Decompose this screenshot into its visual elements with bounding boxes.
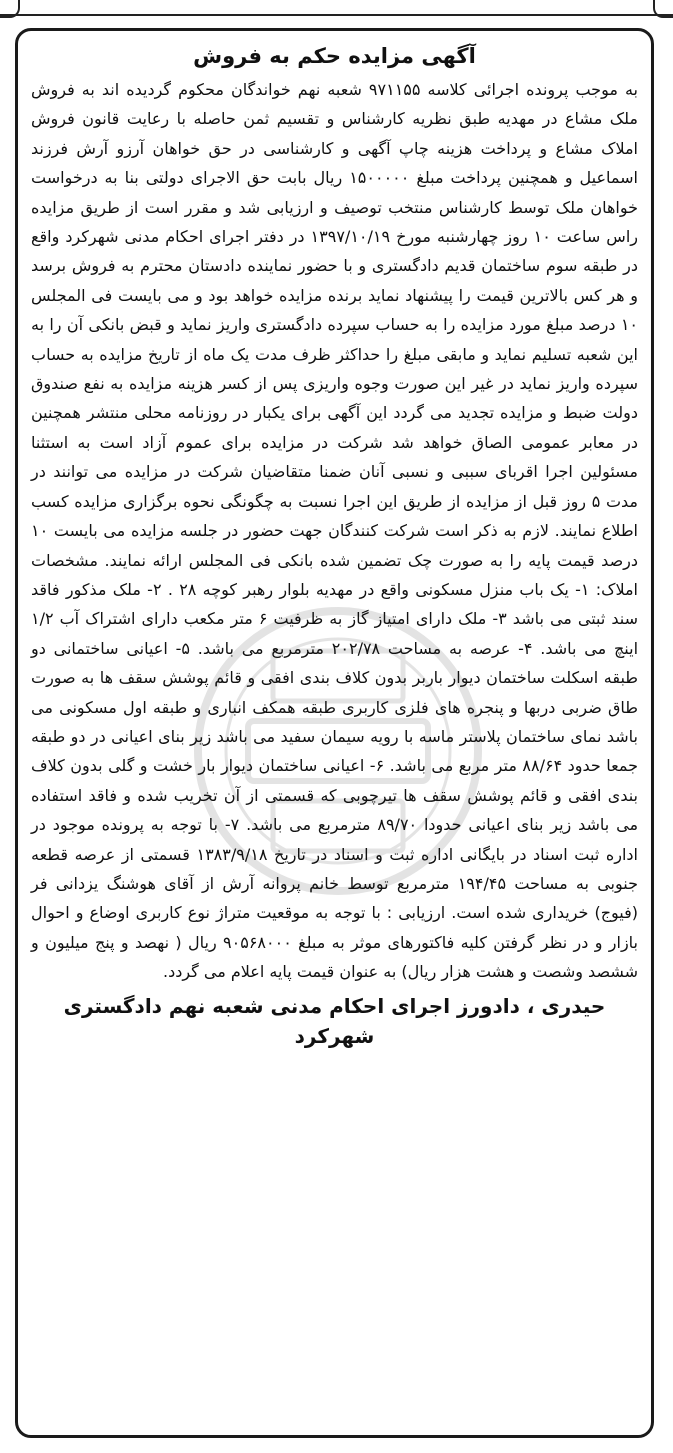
notice-signature: حیدری ، دادورز اجرای احکام مدنی شعبه نهم دادگستری شهرکرد [63, 993, 606, 1048]
top-rule [0, 14, 673, 16]
notice-content [18, 31, 651, 1051]
top-rule-right-corner [653, 0, 673, 18]
notice-box [15, 28, 654, 1438]
notice-body-text: به موجب پرونده اجرائی کلاسه ۹۷۱۱۵۵ شعبه نهم خواندگان محکوم گردیده اند به فروش ملک مشاع در مهدیه طبق نظریه کارشناس و تقسیم ثمن حاصله با رعایت قانون فروش املاک مشاع و پرداخت هزینه چاپ آگهی و کارشناسی در حق خواهان آرزو آرش فرزند اسماعیل و همچنین پرداخت مبلغ ۱۵۰۰۰۰۰ ریال بابت حق الاجرای دولتی بنا به درخواست خواهان ملک توسط کارشناس منتخب توصیف و ارزیابی شد و مقرر است از طریق مزایده راس ساعت ۱۰ روز چهارشنبه مورخ ۱۳۹۷/۱۰/۱۹ در دفتر اجرای احکام مدنی شهرکرد واقع در طبقه سوم ساختمان قدیم دادگستری و با حضور نماینده دادستان محترم به فروش برسد و هر کس بالاترین قیمت را پیشنهاد نماید برنده مزایده خواهد بود و می بایست فی المجلس ۱۰ درصد مبلغ مورد مزایده را به حساب سپرده دادگستری واریز نماید و قبض بانکی آن را به این شعبه تسلیم نماید و مابقی مبلغ را حداکثر ظرف مدت یک ماه از تاریخ مزایده به حساب سپرده واریز نماید در غیر این صورت وجوه واریزی پس از کسر هزینه مزایده به نفع صندوق دولت ضبط و مزایده تجدید می گردد این آگهی برای یکبار در روزنامه محلی منتشر همچنین در معابر عمومی الصاق خواهد شد شرکت در مزایده برای عموم آزاد است به استثنا مسئولین اجرا اقربای سببی و نسبی آنان ضمنا متقاضیان شرکت در مزایده می توانند در مدت ۵ روز قبل از مزایده از طریق این اجرا نسبت به چگونگی نحوه برگزاری مزایده کسب اطلاع نمایند. لازم به ذکر است شرکت کنندگان جهت حضور در جلسه مزایده می بایست ۱۰ درصد قیمت پایه را به صورت چک تضمین شده بانکی فی المجلس ارائه نمایند. مشخصات املاک: ۱- یک باب منزل مسکونی واقع در مهدیه بلوار رهبر کوچه ۲۸ . ۲- ملک مذکور فاقد سند ثبتی می باشد ۳- ملک دارای امتیاز گاز به ظرفیت ۶ متر مکعب دارای اشتراک آب ۱/۲ اینچ می باشد. ۴- عرصه به مساحت ۲۰۲/۷۸ مترمربع می باشد. ۵- اعیانی ساختمانی دو طبقه اسکلت ساختمان دیوار باربر بدون کلاف بندی افقی و قائم پوشش سقف ها به صورت طاق ضربی دربها و پنجره های فلزی کاربری طبقه همکف انباری و طبقه اول مسکونی می باشد نمای ساختمان پلاستر ماسه با رویه سیمان سفید می باشد زیر بنای اعیانی در دو طبقه جمعا حدود ۸۸/۶۴ متر مربع می باشد. ۶- اعیانی ساختمان دیوار بار خشت و گلی بدون کلاف بندی افقی و قائم پوشش سقف ها تیرچوبی که قسمتی از آن تخریب شده و فاقد استفاده می باشد زیر بنای اعیانی حدودا ۸۹/۷۰ مترمربع می باشد. ۷- با توجه به پرونده موجود در اداره ثبت اسناد در بایگانی اداره ثبت و اسناد در تاریخ ۱۳۸۳/۹/۱۸ قسمتی از عرصه قطعه جنوبی به مساحت ۱۹۴/۴۵ مترمربع توسط خانم پروانه آرش از آقای هوشنگ یزدانی فر (فیوج) خریداری شده است. ارزیابی : با توجه به موقعیت متراژ نوع کاربری اوضاع و احوال بازار و در نظر گرفتن کلیه فاکتورهای موثر به مبلغ ۹۰۵۶۸۰۰۰ ریال ( نهصد و پنج میلیون و ششصد وشصت و هشت هزار ریال) به عنوان قیمت پایه اعلام می گردد. [31, 80, 639, 982]
page-top-edge [0, 0, 673, 24]
notice-title: آگهی مزایده حکم به فروش [193, 44, 476, 68]
